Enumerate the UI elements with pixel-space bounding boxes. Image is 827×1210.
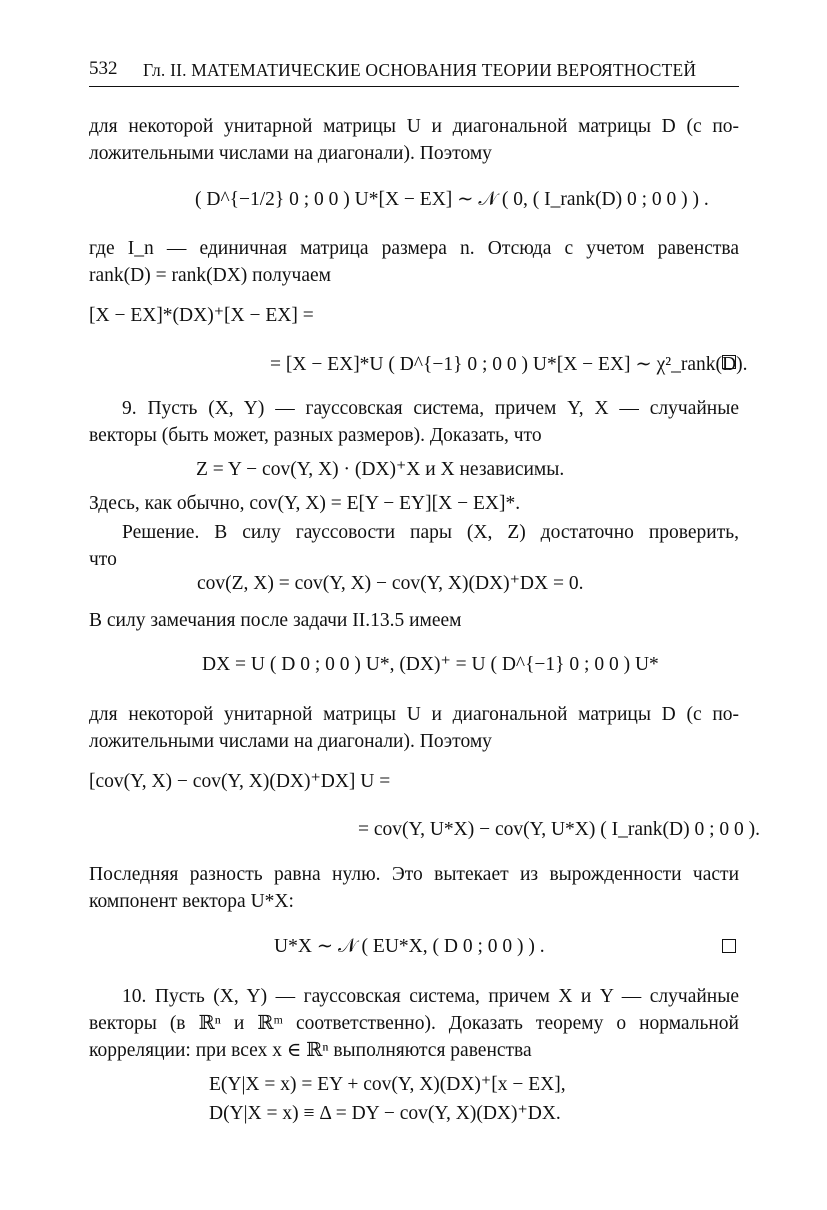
text-line: для некоторой унитарной матрицы U и диагональной матрицы D (с по- bbox=[89, 116, 739, 137]
qed-box bbox=[722, 355, 736, 369]
text-line: векторы (быть может, разных размеров). Доказать, что bbox=[89, 425, 542, 446]
equation: = [X − EX]*U ( D^{−1} 0 ; 0 0 ) U*[X − EX] ∼ χ²_rank(D). bbox=[270, 354, 748, 375]
text-line: ложительными числами на диагонали). Поэтому bbox=[89, 731, 492, 752]
text-line: ложительными числами на диагонали). Поэтому bbox=[89, 143, 492, 164]
text-line: 10. Пусть (X, Y) — гауссовская система, причем X и Y — случайные bbox=[122, 986, 739, 1007]
page-number: 532 bbox=[89, 58, 118, 79]
equation: ( D^{−1/2} 0 ; 0 0 ) U*[X − EX] ∼ 𝒩 ( 0, ( I_rank(D) 0 ; 0 0 ) ) . bbox=[195, 189, 709, 210]
equation: [cov(Y, X) − cov(Y, X)(DX)⁺DX] U = bbox=[89, 771, 391, 792]
equation: = cov(Y, U*X) − cov(Y, U*X) ( I_rank(D) 0 ; 0 0 ). bbox=[358, 819, 760, 840]
text-line: 9. Пусть (X, Y) — гауссовская система, причем Y, X — случайные bbox=[122, 398, 739, 419]
text-line: Решение. В силу гауссовости пары (X, Z) достаточно проверить, bbox=[122, 522, 739, 543]
equation: Z = Y − cov(Y, X) · (DX)⁺X и X независимы. bbox=[196, 459, 565, 480]
text-line: компонент вектора U*X: bbox=[89, 891, 294, 912]
text-line: Последняя разность равна нулю. Это вытекает из вырожденности части bbox=[89, 864, 739, 885]
qed-box bbox=[722, 939, 736, 953]
text-line: векторы (в ℝⁿ и ℝᵐ соответственно). Доказать теорему о нормальной bbox=[89, 1013, 739, 1034]
text-line: rank(D) = rank(DX) получаем bbox=[89, 265, 332, 286]
equation: cov(Z, X) = cov(Y, X) − cov(Y, X)(DX)⁺DX = 0. bbox=[197, 573, 584, 594]
text-line: где I_n — единичная матрица размера n. Отсюда с учетом равенства bbox=[89, 238, 739, 259]
equation: DX = U ( D 0 ; 0 0 ) U*, (DX)⁺ = U ( D^{−1} 0 ; 0 0 ) U* bbox=[202, 654, 659, 675]
header-rule bbox=[89, 86, 739, 87]
equation: U*X ∼ 𝒩 ( EU*X, ( D 0 ; 0 0 ) ) . bbox=[274, 936, 545, 957]
equation: [X − EX]*(DX)⁺[X − EX] = bbox=[89, 305, 314, 326]
text-line: Здесь, как обычно, cov(Y, X) = E[Y − EY][X − EX]*. bbox=[89, 493, 521, 514]
text-line: корреляции: при всех x ∈ ℝⁿ выполняются равенства bbox=[89, 1040, 532, 1061]
text-line: В силу замечания после задачи II.13.5 имеем bbox=[89, 610, 462, 631]
text-line: для некоторой унитарной матрицы U и диагональной матрицы D (с по- bbox=[89, 704, 739, 725]
text-line: что bbox=[89, 549, 117, 570]
running-title: Гл. II. МАТЕМАТИЧЕСКИЕ ОСНОВАНИЯ ТЕОРИИ ВЕРОЯТНОСТЕЙ bbox=[143, 60, 697, 80]
equation: E(Y|X = x) = EY + cov(Y, X)(DX)⁺[x − EX], bbox=[209, 1074, 566, 1095]
equation: D(Y|X = x) ≡ Δ = DY − cov(Y, X)(DX)⁺DX. bbox=[209, 1103, 561, 1124]
